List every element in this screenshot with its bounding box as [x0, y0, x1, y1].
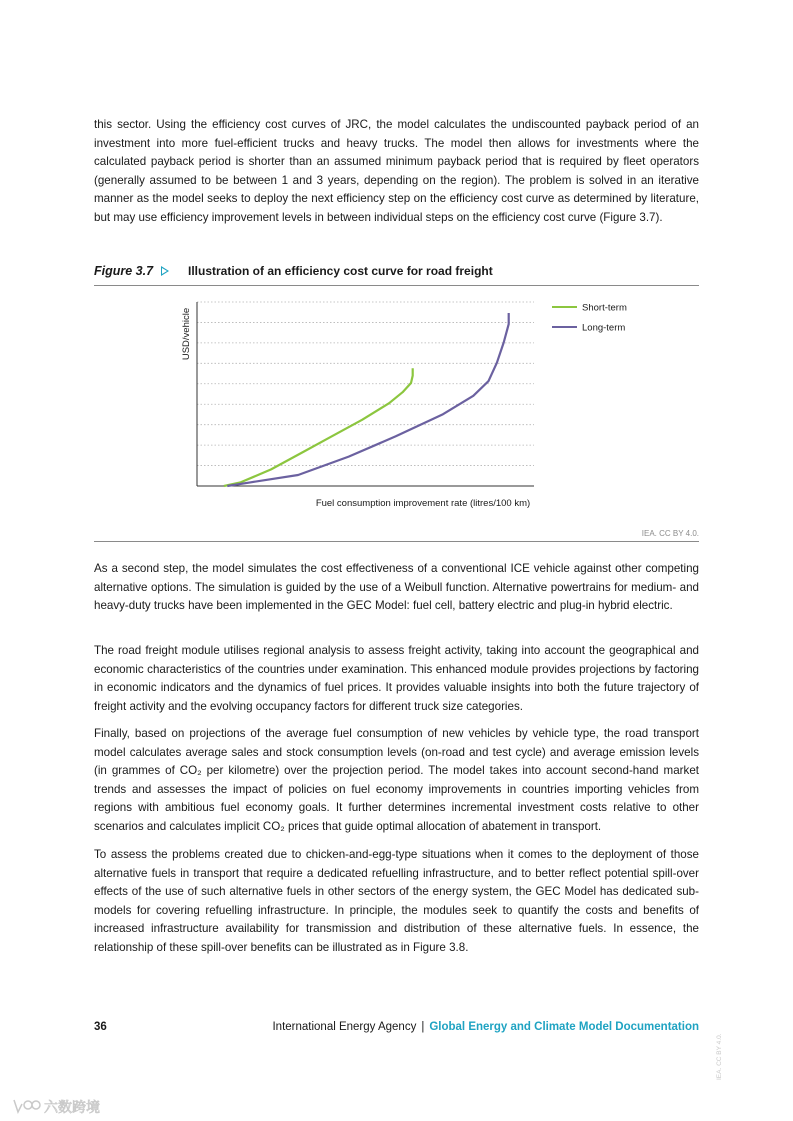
efficiency-cost-chart [94, 288, 699, 518]
body-paragraph: To assess the problems created due to chicken-and-egg-type situations when it comes to the deployment of those alternative fuels in transport that require a dedicated refuelling infrastructure, and to better reflect potential spill-over effects of the use of such alternative fuels in other sectors of the energy system, the GEC Model has dedicated sub-models for covering refuelling infrastructure. In principle, the modules seek to quantify the costs and benefits of increased infrastructure availability for transmission and distribution of these alternative fuels. In essence, the relationship of these spill-over benefits can be illustrated as in Figure 3.8. [94, 848, 699, 954]
footer-separator: | [421, 1021, 425, 1033]
figure-label: Figure 3.7 [94, 264, 154, 278]
watermark-logo-icon [14, 1100, 40, 1112]
body-paragraph: As a second step, the model simulates the cost effectiveness of a conventional ICE vehicle against other competing alternative options. The simulation is guided by the use of a Weibull function. Alternative powertrains for medium- and heavy-duty trucks have been implemented in the GEC Model: fuel cell, battery electric and plug-in hybrid electric. [94, 562, 699, 613]
figure-title-row [94, 263, 699, 286]
footer-running-title [272, 1021, 699, 1033]
figure-arrow-icon-inner [162, 268, 167, 274]
page-number: 36 [94, 1021, 107, 1033]
legend-label-long-term: Long-term [582, 322, 626, 334]
figure-bottom-rule [94, 541, 699, 542]
y-axis-label: USD/vehicle [181, 307, 192, 361]
footer-doc-title: Global Energy and Climate Model Documentation [429, 1021, 699, 1033]
side-credit-text: IEA. CC BY 4.0. [716, 1033, 723, 1080]
footer-org: International Energy Agency [272, 1021, 417, 1033]
body-paragraph: The road freight module utilises regional analysis to assess freight activity, taking into account the geographical and economic characteristics of the countries under examination. This enhanced module provides projections by factoring in economic indicators and the dynamics of fuel prices. It provides valuable insights into both the future trajectory of freight activity and the evolving occupancy factors for different truck size categories. [94, 644, 699, 713]
series-line-long-term [227, 313, 508, 486]
watermark [8, 1096, 118, 1118]
figure-credit: IEA. CC BY 4.0. [641, 529, 699, 538]
x-axis-label: Fuel consumption improvement rate (litres/100 km) [315, 498, 531, 509]
chart-gridlines [197, 302, 534, 466]
legend [552, 303, 627, 334]
figure-title: Illustration of an efficiency cost curve for road freight [188, 264, 493, 278]
watermark-text: 六数跨境 [44, 1100, 100, 1116]
body-paragraph: Finally, based on projections of the average fuel consumption of new vehicles by vehicle type, the road transport model calculates average sales and stock consumption levels (on-road and test cycle) and average emission levels (in grammes of CO₂ per kilometre) over the projection period. The model takes into account second-hand market trends and assesses the impact of policies on fuel economy improvements in countries importing vehicles from regions with ambitious fuel economy goals. It further determines incremental investment costs relative to other scenarios and calculates implicit CO₂ prices that guide optimal allocation of abatement in transport. [94, 727, 699, 833]
body-paragraph: this sector. Using the efficiency cost curves of JRC, the model calculates the undiscounted payback period of an investment into more fuel-efficient trucks and heavy trucks. The model then allows for investments where the calculated payback period is shorter than an assumed minimum payback period that is required by fleet operators (generally assumed to be between 1 and 3 years, depending on the region). The problem is solved in an iterative manner as the model seeks to deploy the next efficiency step on the efficiency cost curve as determined by literature, but may use efficiency improvement levels in between individual steps on the efficiency cost curve (Figure 3.7). [94, 118, 699, 224]
legend-label-short-term: Short-term [582, 302, 627, 314]
side-credit [712, 1020, 724, 1082]
